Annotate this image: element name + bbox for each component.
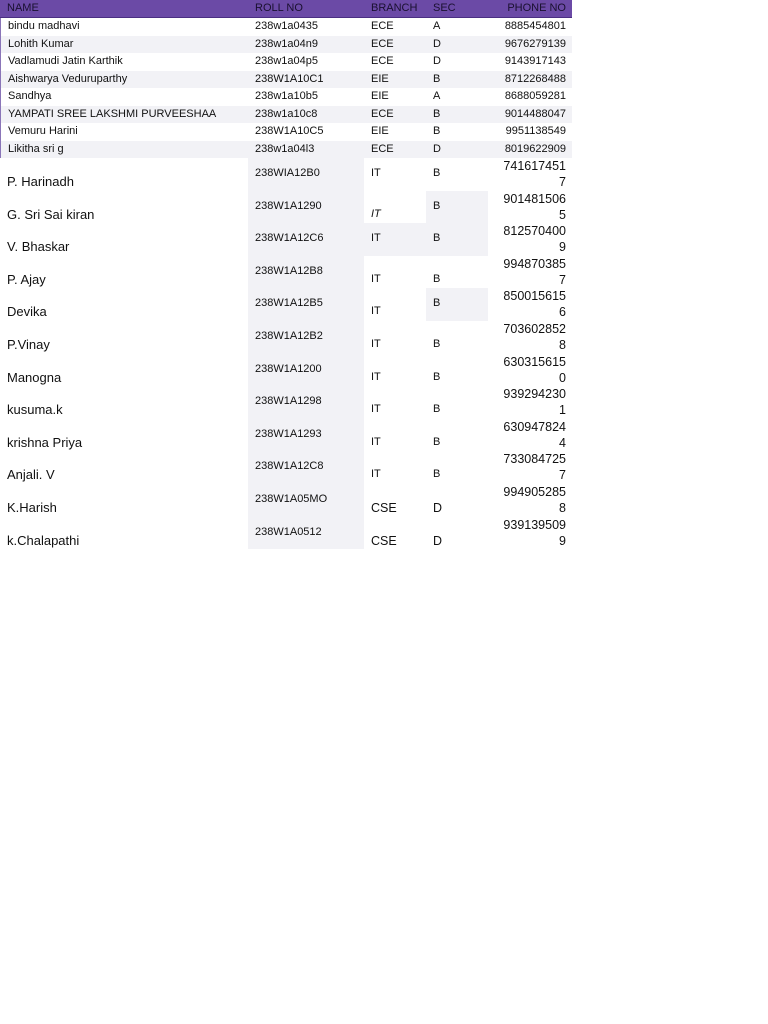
cell-roll[interactable]: 238W1A1200 xyxy=(248,354,364,387)
phone-line-1: 994870385 xyxy=(503,256,566,271)
cell-sec[interactable]: B xyxy=(433,468,441,481)
phone-line-2: 9 xyxy=(559,240,566,255)
table-row xyxy=(0,386,572,419)
cell-sec[interactable]: B xyxy=(433,125,441,137)
student-spreadsheet xyxy=(0,0,572,549)
cell-phone[interactable]: 9014488047 xyxy=(504,107,566,120)
cell-roll[interactable]: 238w1a04n9 xyxy=(255,37,319,50)
cell-branch[interactable]: IT xyxy=(371,403,381,416)
cell-name-text: V. Bhaskar xyxy=(7,239,70,255)
cell-name[interactable] xyxy=(0,451,248,484)
cell-name-text: P. Ajay xyxy=(7,271,46,287)
cell-phone[interactable]: 8688059281 xyxy=(504,90,566,102)
cell-name-text: P.Vinay xyxy=(7,336,50,352)
cell-branch[interactable]: IT xyxy=(364,191,426,224)
cell-sec[interactable]: B xyxy=(433,272,441,285)
cell-phone[interactable]: 8019622909 xyxy=(504,142,566,155)
phone-line-2: 8 xyxy=(559,337,566,352)
cell-name[interactable] xyxy=(0,386,248,419)
cell-name-text: Manogna xyxy=(7,369,62,385)
cell-phone[interactable]: 9951138549 xyxy=(505,125,566,137)
cell-roll[interactable]: 238w1a0435 xyxy=(255,20,319,32)
cell-phone[interactable] xyxy=(488,223,572,256)
cell-roll[interactable]: 238w1a04p5 xyxy=(255,55,319,67)
cell-branch[interactable]: IT xyxy=(371,435,381,448)
table-row xyxy=(0,354,572,387)
cell-name-text: Devika xyxy=(7,304,47,320)
cell-roll[interactable]: 238W1A12B8 xyxy=(248,256,364,289)
cell-branch[interactable]: ECE xyxy=(371,20,394,32)
phone-line-2: 1 xyxy=(559,403,566,418)
cell-branch[interactable]: CSE xyxy=(371,533,397,548)
phone-line-2: 4 xyxy=(559,435,566,450)
cell-sec[interactable]: B xyxy=(433,403,441,416)
cell-roll[interactable]: 238w1a10b5 xyxy=(255,90,319,102)
phone-line-1: 812570400 xyxy=(503,224,566,239)
cell-roll[interactable]: 238W1A10C5 xyxy=(255,125,324,137)
phone-line-1: 733084725 xyxy=(503,452,566,467)
cell-sec[interactable]: A xyxy=(433,20,441,32)
phone-line-1: 630315615 xyxy=(503,354,566,369)
header-roll-no[interactable]: ROLL NO xyxy=(255,2,303,14)
cell-name[interactable]: bindu madhavi xyxy=(0,18,248,36)
cell-branch[interactable]: EIE xyxy=(371,72,389,85)
cell-branch[interactable]: ECE xyxy=(371,107,394,120)
cell-sec[interactable]: B xyxy=(426,191,488,224)
cell-branch[interactable]: ECE xyxy=(371,55,394,67)
cell-branch[interactable]: ECE xyxy=(371,37,394,50)
cell-roll[interactable]: 238w1a10c8 xyxy=(255,107,318,120)
cell-branch[interactable]: IT xyxy=(371,337,381,350)
table-row xyxy=(0,191,572,224)
cell-name[interactable]: YAMPATI SREE LAKSHMI PURVEESHAA xyxy=(0,106,248,124)
header-row xyxy=(0,0,572,18)
phone-line-2: 7 xyxy=(559,468,566,483)
cell-phone[interactable] xyxy=(488,321,572,354)
cell-name[interactable] xyxy=(0,419,248,452)
cell-name[interactable]: Likitha sri g xyxy=(0,141,248,159)
cell-branch[interactable]: IT xyxy=(364,223,426,256)
phone-line-2: 5 xyxy=(559,207,566,222)
cell-branch[interactable]: IT xyxy=(371,167,381,179)
cell-name-text: krishna Priya xyxy=(7,434,83,450)
cell-phone[interactable] xyxy=(488,386,572,419)
cell-phone[interactable] xyxy=(488,517,572,550)
cell-sec[interactable]: D xyxy=(433,533,443,548)
cell-name-text: Anjali. V xyxy=(7,467,55,483)
cell-name[interactable] xyxy=(0,517,248,550)
cell-phone[interactable]: 9143917143 xyxy=(504,55,566,67)
phone-line-2: 9 xyxy=(559,533,566,548)
cell-sec[interactable]: B xyxy=(433,370,441,383)
cell-phone[interactable] xyxy=(488,451,572,484)
cell-sec[interactable]: D xyxy=(433,55,441,67)
cell-phone[interactable]: 8712268488 xyxy=(504,72,566,85)
table-row xyxy=(0,484,572,517)
table-row xyxy=(0,18,572,36)
phone-line-1: 901481506 xyxy=(503,191,566,206)
cell-name[interactable] xyxy=(0,223,248,256)
cell-sec[interactable]: B xyxy=(433,167,441,179)
table-row xyxy=(0,256,572,289)
cell-name[interactable]: Vemuru Harini xyxy=(0,123,248,141)
cell-name[interactable] xyxy=(0,191,248,224)
cell-name[interactable] xyxy=(0,288,248,321)
cell-name[interactable] xyxy=(0,321,248,354)
cell-branch[interactable]: IT xyxy=(371,468,381,481)
cell-branch[interactable]: EIE xyxy=(371,90,389,102)
cell-sec[interactable]: D xyxy=(433,37,441,50)
cell-branch[interactable]: CSE xyxy=(371,500,397,515)
cell-roll[interactable]: 238W1A1290 xyxy=(248,191,364,224)
cell-name-text: kusuma.k xyxy=(7,402,63,418)
phone-line-1: 939139509 xyxy=(503,517,566,532)
table-row xyxy=(0,141,572,159)
phone-line-1: 994905285 xyxy=(503,484,566,499)
cell-sec[interactable]: B xyxy=(426,223,488,256)
cell-phone[interactable]: 9676279139 xyxy=(504,37,566,50)
phone-line-2: 6 xyxy=(559,305,566,320)
cell-roll[interactable]: 238W1A10C1 xyxy=(255,72,324,85)
cell-roll[interactable]: 238WIA12B0 xyxy=(248,158,364,191)
cell-name[interactable]: Lohith Kumar xyxy=(0,36,248,54)
cell-branch[interactable]: IT xyxy=(371,370,381,383)
cell-sec[interactable]: D xyxy=(433,500,443,515)
table-row xyxy=(0,88,572,106)
cell-name-text: G. Sri Sai kiran xyxy=(7,206,95,222)
cell-roll[interactable]: 238W1A1293 xyxy=(248,419,364,452)
table-row xyxy=(0,223,572,256)
table-row xyxy=(0,53,572,71)
header-phone-no[interactable]: PHONE NO xyxy=(507,2,566,14)
cell-phone[interactable] xyxy=(488,256,572,289)
cell-sec[interactable]: B xyxy=(433,435,441,448)
cell-phone[interactable] xyxy=(488,484,572,517)
cell-sec[interactable]: D xyxy=(433,142,441,155)
cell-roll[interactable]: 238W1A12C8 xyxy=(248,451,364,484)
cell-sec[interactable]: B xyxy=(433,337,441,350)
cell-branch[interactable]: EIE xyxy=(371,125,389,137)
table-row xyxy=(0,123,572,141)
cell-branch[interactable]: IT xyxy=(371,272,381,285)
cell-name[interactable] xyxy=(0,354,248,387)
table-row xyxy=(0,419,572,452)
cell-phone[interactable] xyxy=(488,158,572,191)
phone-line-1: 630947824 xyxy=(503,419,566,434)
cell-phone[interactable] xyxy=(488,288,572,321)
header-sec[interactable]: SEC xyxy=(433,2,456,14)
phone-line-1: 939294230 xyxy=(503,387,566,402)
table-row xyxy=(0,321,572,354)
cell-roll[interactable]: 238W1A0512 xyxy=(248,517,364,550)
table-row xyxy=(0,158,572,191)
header-branch[interactable]: BRANCH xyxy=(371,2,418,14)
cell-roll[interactable]: 238W1A05MO xyxy=(248,484,364,517)
cell-name[interactable] xyxy=(0,158,248,191)
cell-phone[interactable] xyxy=(488,419,572,452)
cell-name-text: K.Harish xyxy=(7,499,57,515)
cell-name-text: P. Harinadh xyxy=(7,174,74,189)
cell-roll[interactable]: 238W1A1298 xyxy=(248,386,364,419)
phone-line-2: 0 xyxy=(559,370,566,385)
cell-roll[interactable]: 238w1a04l3 xyxy=(255,142,315,155)
cell-sec[interactable]: A xyxy=(433,90,441,102)
cell-branch[interactable]: ECE xyxy=(371,142,394,155)
table-row xyxy=(0,71,572,89)
phone-line-2: 7 xyxy=(559,272,566,287)
phone-line-1: 703602852 xyxy=(503,321,566,336)
cell-branch[interactable]: IT xyxy=(371,305,381,318)
table-row xyxy=(0,288,572,321)
table-row xyxy=(0,517,572,550)
phone-line-2: 8 xyxy=(559,500,566,515)
phone-line-1: 741617451 xyxy=(503,159,566,173)
cell-phone[interactable]: 8885454801 xyxy=(504,20,566,32)
cell-name[interactable]: Sandhya xyxy=(0,88,248,106)
cell-name[interactable]: Vadlamudi Jatin Karthik xyxy=(0,53,248,71)
cell-sec[interactable]: B xyxy=(433,107,441,120)
cell-name[interactable] xyxy=(0,256,248,289)
cell-phone[interactable] xyxy=(488,354,572,387)
cell-roll[interactable]: 238W1A12C6 xyxy=(248,223,364,256)
cell-name-text: k.Chalapathi xyxy=(7,532,80,548)
cell-sec[interactable]: B xyxy=(433,72,441,85)
header-name[interactable]: NAME xyxy=(7,2,39,14)
table-row xyxy=(0,36,572,54)
cell-sec[interactable]: B xyxy=(426,288,488,321)
cell-name[interactable] xyxy=(0,484,248,517)
phone-line-1: 850015615 xyxy=(503,289,566,304)
cell-roll[interactable]: 238W1A12B5 xyxy=(248,288,364,321)
table-row xyxy=(0,451,572,484)
cell-phone[interactable] xyxy=(488,191,572,224)
phone-line-2: 7 xyxy=(559,175,566,189)
table-row xyxy=(0,106,572,124)
cell-roll[interactable]: 238W1A12B2 xyxy=(248,321,364,354)
cell-name[interactable]: Aishwarya Veduruparthy xyxy=(0,71,248,89)
